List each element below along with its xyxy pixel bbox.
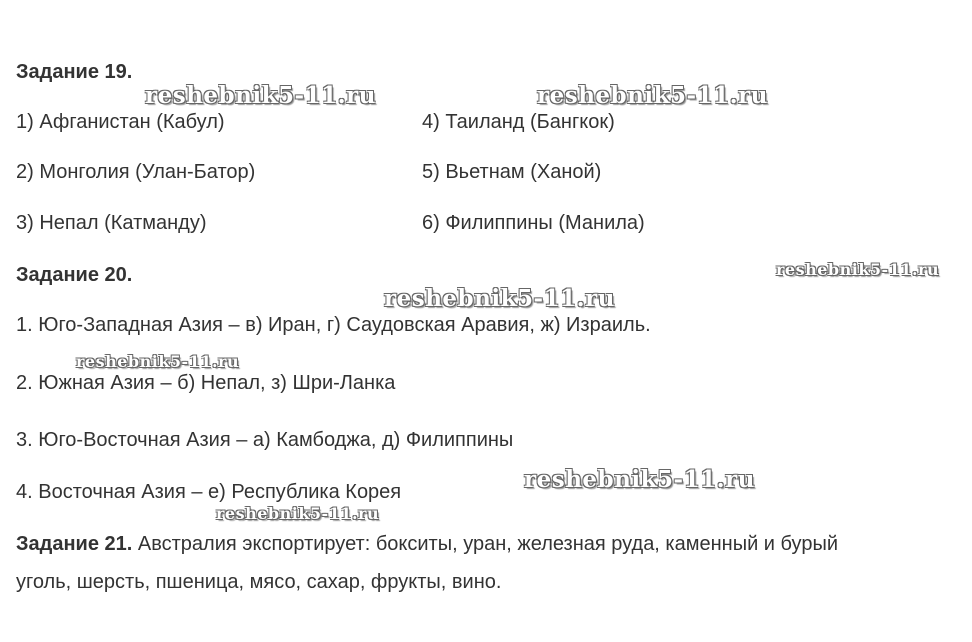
task20-item-3: 3. Юго-Восточная Азия – а) Камбоджа, д) Филиппины: [16, 429, 514, 451]
task19-item-6: 6) Филиппины (Манила): [422, 212, 645, 234]
task20-heading: Задание 20.: [16, 264, 133, 286]
task20-item-4: 4. Восточная Азия – е) Республика Корея: [16, 481, 402, 503]
task19-heading: Задание 19.: [16, 61, 133, 83]
task19-item-1: 1) Афганистан (Кабул): [16, 111, 225, 133]
task19-item-4: 4) Таиланд (Бангкок): [422, 111, 615, 133]
watermark: reshebnik5-11.ru: [384, 285, 615, 312]
watermark: reshebnik5-11.ru: [216, 504, 380, 523]
task20-item-2: 2. Южная Азия – б) Непал, з) Шри-Ланка: [16, 372, 396, 394]
task19-item-2: 2) Монголия (Улан-Батор): [16, 161, 256, 183]
task20-item-1: 1. Юго-Западная Азия – в) Иран, г) Саудовская Аравия, ж) Израиль.: [16, 314, 651, 336]
watermark: reshebnik5-11.ru: [537, 82, 768, 109]
task21-line-1: [16, 532, 838, 556]
watermark: reshebnik5-11.ru: [76, 352, 240, 371]
task21-line-2: уголь, шерсть, пшеница, мясо, сахар, фрукты, вино.: [16, 571, 502, 593]
watermark: reshebnik5-11.ru: [145, 82, 376, 109]
task21-text: Австралия экспортирует: бокситы, уран, железная руда, каменный и бурый: [132, 533, 838, 555]
task19-item-5: 5) Вьетнам (Ханой): [422, 161, 602, 183]
watermark: reshebnik5-11.ru: [524, 466, 755, 493]
watermark: reshebnik5-11.ru: [776, 260, 940, 279]
task21-heading: Задание 21.: [16, 533, 133, 555]
task19-item-3: 3) Непал (Катманду): [16, 212, 207, 234]
